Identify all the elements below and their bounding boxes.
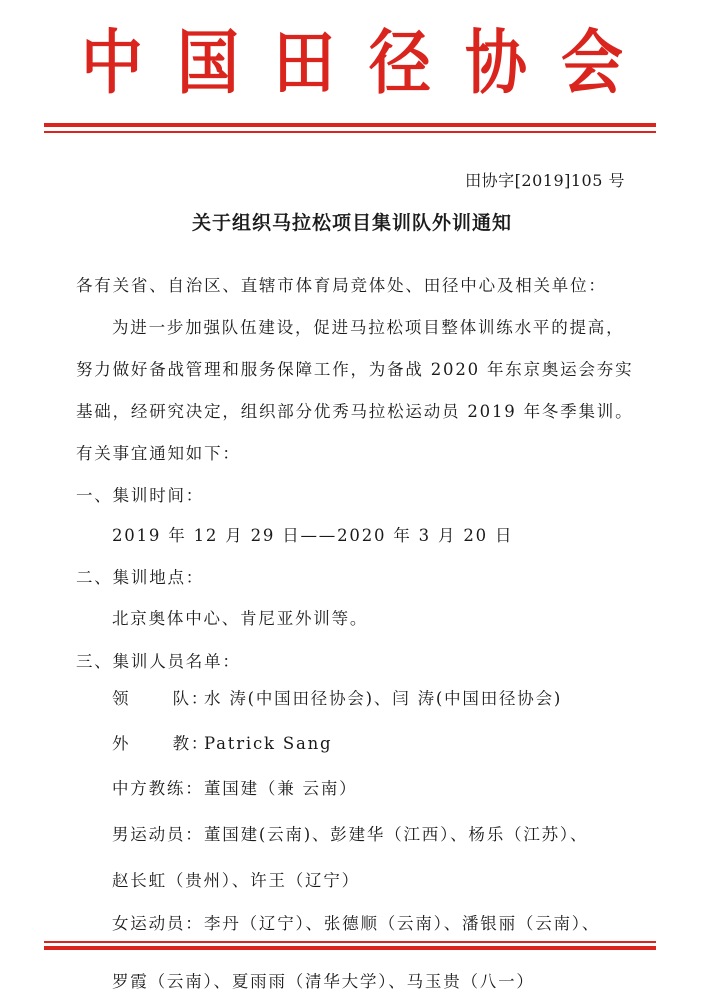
intro-line: 有关事宜通知如下：: [76, 444, 241, 463]
letterhead-char: 田: [272, 21, 335, 104]
roster-label: 女运动员：: [112, 914, 204, 933]
section-heading-place: 二、集训地点：: [76, 568, 205, 587]
roster-value: 董国建(云南)、彭建华（江西）、杨乐（江苏）、: [204, 825, 589, 844]
roster-male-athletes: [112, 821, 588, 845]
roster-label: 领 队：: [112, 689, 210, 708]
letterhead-char: 国: [176, 21, 239, 104]
training-time: 2019 年 12 月 29 日——2020 年 3 月 20 日: [112, 526, 514, 545]
letterhead-title: [0, 18, 704, 108]
section-heading-time: 一、集训时间：: [76, 486, 205, 505]
intro-line: 基础，经研究决定，组织部分优秀马拉松运动员 2019 年冬季集训。: [76, 402, 634, 421]
salutation: 各有关省、自治区、直辖市体育局竞体处、田径中心及相关单位：: [76, 276, 607, 295]
footer-rule-thin: [44, 941, 656, 943]
roster-female-athletes-cont: 罗霞（云南）、夏雨雨（清华大学）、马玉贵（八一）: [112, 972, 535, 991]
document-title: 关于组织马拉松项目集训队外训通知: [191, 212, 512, 234]
roster-label: 男运动员：: [112, 825, 204, 844]
roster-value: 水 涛(中国田径协会)、闫 涛(中国田径协会): [204, 689, 563, 708]
letterhead-char: 协: [465, 21, 528, 104]
intro-line: 为进一步加强队伍建设，促进马拉松项目整体训练水平的提高，: [112, 318, 625, 337]
roster-label: 外 教：: [112, 734, 210, 753]
roster-label: 中方教练：: [112, 779, 204, 798]
intro-line: 努力做好备战管理和服务保障工作，为备战 2020 年东京奥运会夯实: [76, 360, 634, 379]
letterhead-rule-thick: [44, 123, 656, 127]
letterhead-char: 中: [80, 21, 143, 104]
training-place: 北京奥体中心、肯尼亚外训等。: [112, 609, 369, 628]
roster-value: 董国建（兼 云南）: [204, 779, 358, 798]
roster-chinese-coach: [112, 775, 357, 799]
roster-leader: [112, 685, 562, 709]
footer-rule-thick: [44, 946, 656, 950]
letterhead-char: 径: [369, 21, 432, 104]
roster-value: Patrick Sang: [204, 734, 333, 753]
roster-foreign-coach: [112, 730, 332, 754]
letterhead-rule-thin: [44, 131, 656, 133]
letterhead-char: 会: [561, 21, 624, 104]
roster-female-athletes: [112, 910, 600, 934]
section-heading-roster: 三、集训人员名单：: [76, 652, 241, 671]
document-number: 田协字[2019]105 号: [465, 171, 625, 190]
roster-value: 李丹（辽宁）、张德顺（云南）、潘银丽（云南）、: [204, 914, 601, 933]
roster-male-athletes-cont: 赵长虹（贵州）、许王（辽宁）: [112, 871, 360, 890]
